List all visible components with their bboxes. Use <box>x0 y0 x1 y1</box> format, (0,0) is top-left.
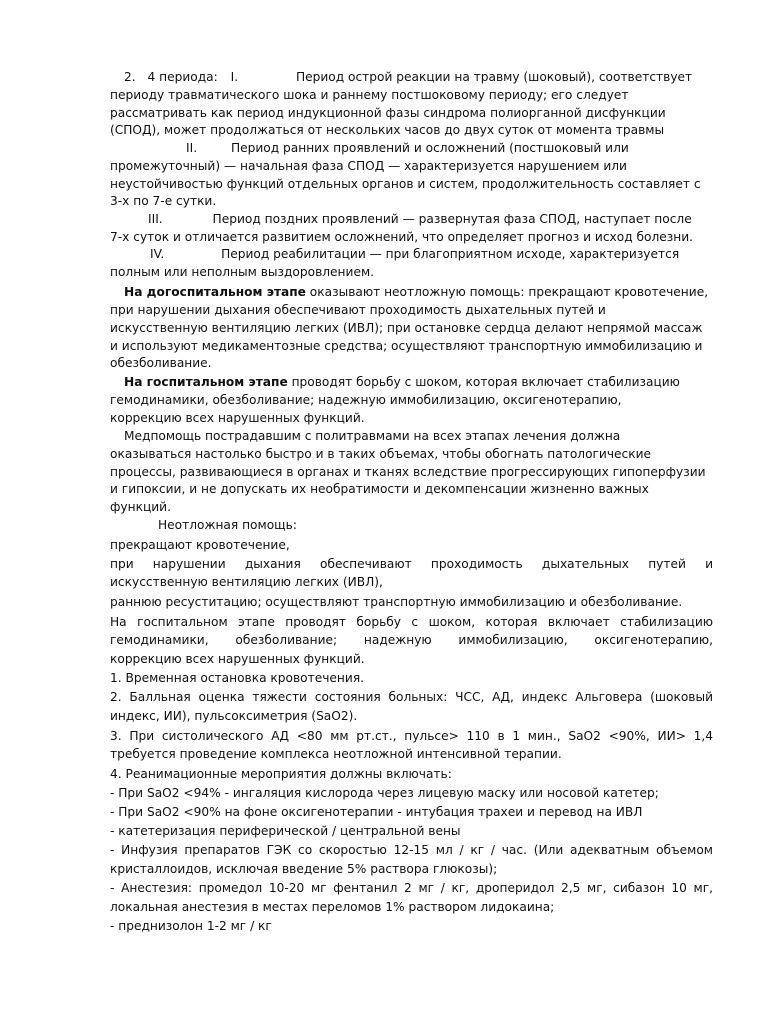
periods-intro-line <box>110 69 713 87</box>
list-item-4: 4. Реанимационные мероприятия должны включать: <box>110 767 452 781</box>
list-item-2-line-1: 2. Балльная оценка тяжести состояния больных: ЧСС, АД, индекс Альговера (шоковый <box>110 690 713 704</box>
period-1-line-2: периоду травматического шока и раннему постшоковому периоду; его следует <box>110 88 629 102</box>
prehospital-line-2: при нарушении дыхания обеспечивают проходимость дыхательных путей и <box>110 303 606 317</box>
period-2-line-4: 3-х по 7-е сутки. <box>110 194 217 208</box>
period-2-line-3: неустойчивостью функций отдельных органов и систем, продолжительность составляет с <box>110 177 701 191</box>
period-4-number: IV. <box>150 247 165 261</box>
polytrauma-line-4: и гипоксии, и не допускать их необратимости и декомпенсации жизненно важных <box>110 482 649 496</box>
prehospital-line-3: искусственную вентиляцию легких (ИВЛ); при остановке сердца делают непрямой массаж <box>110 321 703 335</box>
polytrauma-line-3: процессы, развивающиеся в органах и тканях вследствие прогрессирующих гипоперфузии <box>110 465 706 479</box>
period-3-title: Период поздних проявлений — развернутая фаза СПОД, наступает после <box>212 212 692 226</box>
intro-number: 2. <box>124 70 136 84</box>
prehospital-text: оказывают неотложную помощь: прекращают кровотечение, <box>305 285 709 299</box>
period-3-line-1 <box>110 211 713 229</box>
period-2-title: Период ранних проявлений и осложнений (постшоковый или <box>230 141 629 155</box>
dash-item-2: - При SaO2 <90% на фоне оксигенотерапии - интубация трахеи и перевод на ИВЛ <box>110 805 643 819</box>
polytrauma-line-2: оказываться настолько быстро и в таких объемах, чтобы обогнать патологические <box>110 447 652 461</box>
dash-item-3: - катетеризация периферической / центральной вены <box>110 824 461 838</box>
dash-item-4-line-1: - Инфузия препаратов ГЭК со скоростью 12-15 мл / кг / час. (Или адекватным объемом <box>110 843 713 857</box>
emergency-line-4: раннюю ресуститацию; осуществляют транспортную иммобилизацию и обезболивание. <box>110 595 683 609</box>
period-1-title: Период острой реакции на травму (шоковый), соответствует <box>295 70 693 84</box>
emergency-line-5: На госпитальном этапе проводят борьбу с шоком, которая включает стабилизацию <box>110 615 713 629</box>
period-4-line-2: полным или неполным выздоровлением. <box>110 265 375 279</box>
dash-item-4-line-2: кристаллоидов, исключая введение 5% раствора глюкозы); <box>110 862 498 876</box>
list-item-3-line-2: требуется проведение комплекса неотложной интенсивной терапии. <box>110 747 562 761</box>
period-2-number: II. <box>186 141 198 155</box>
emergency-line-7: коррекцию всех нарушенных функций. <box>110 652 365 666</box>
period-3-number: III. <box>148 212 163 226</box>
hospital-text: проводят борьбу с шоком, которая включает стабилизацию <box>287 375 680 389</box>
period-2-line-1 <box>110 140 713 158</box>
prehospital-line-1 <box>110 284 713 302</box>
emergency-heading: Неотложная помощь: <box>158 518 297 532</box>
dash-item-5-line-1: - Анестезия: промедол 10-20 мг фентанил 2 мг / кг, дроперидол 2,5 мг, сибазон 10 мг, <box>110 881 713 895</box>
dash-item-5-line-2: локальная анестезия в местах переломов 1% раствором лидокаина; <box>110 900 555 914</box>
polytrauma-line-1 <box>110 428 713 446</box>
list-item-2-line-2: индекс, ИИ), пульсоксиметрия (SaO2). <box>110 709 358 723</box>
hospital-heading: На госпитальном этапе <box>124 375 288 389</box>
list-item-3-line-1: 3. При систолического АД <80 мм рт.ст., пульсе> 110 в 1 мин., SaO2 <90%, ИИ> 1,4 <box>110 729 713 743</box>
period-1-number: I. <box>230 70 239 84</box>
period-1-line-4: (СПОД), может продолжаться от нескольких часов до двух суток от момента травмы <box>110 123 665 137</box>
emergency-line-6: гемодинамики, обезболивание; надежную иммобилизацию, оксигенотерапию, <box>110 633 713 647</box>
period-1-line-3: рассматривать как период индукционной фазы синдрома полиорганной дисфункции <box>110 106 666 120</box>
prehospital-heading: На догоспитальном этапе <box>124 285 306 299</box>
dash-item-1: - При SaO2 <94% - ингаляция кислорода через лицевую маску или носовой катетер; <box>110 786 659 800</box>
prehospital-line-4: и используют медикаментозные средства; осуществляют транспортную иммобилизацию и <box>110 339 703 353</box>
hospital-line-3: коррекцию всех нарушенных функций. <box>110 411 365 425</box>
emergency-line-2: при нарушении дыхания обеспечивают проходимость дыхательных путей и <box>110 557 713 571</box>
list-item-1: 1. Временная остановка кровотечения. <box>110 671 365 685</box>
emergency-line-1: прекращают кровотечение, <box>110 538 290 552</box>
emergency-line-3: искусственную вентиляцию легких (ИВЛ), <box>110 575 383 589</box>
period-2-line-2: промежуточный) — начальная фаза СПОД — характеризуется нарушением или <box>110 159 627 173</box>
intro-label: 4 периода: <box>147 70 218 84</box>
hospital-line-2: гемодинамики, обезболивание; надежную иммобилизацию, оксигенотерапию, <box>110 393 622 407</box>
polytrauma-line-5: функций. <box>110 500 171 514</box>
dash-item-6: - преднизолон 1-2 мг / кг <box>110 919 272 933</box>
polytrauma-text-1: Медпомощь пострадавшим с политравмами на всех этапах лечения должна <box>124 429 621 443</box>
prehospital-line-5: обезболивание. <box>110 356 212 370</box>
period-4-title: Период реабилитации — при благоприятном исходе, характеризуется <box>221 247 680 261</box>
emergency-heading-line <box>110 517 713 535</box>
period-4-line-1 <box>110 246 713 264</box>
period-3-line-2: 7-х суток и отличается развитием осложнений, что определяет прогноз и исход болезни. <box>110 230 694 244</box>
hospital-line-1 <box>110 374 713 392</box>
